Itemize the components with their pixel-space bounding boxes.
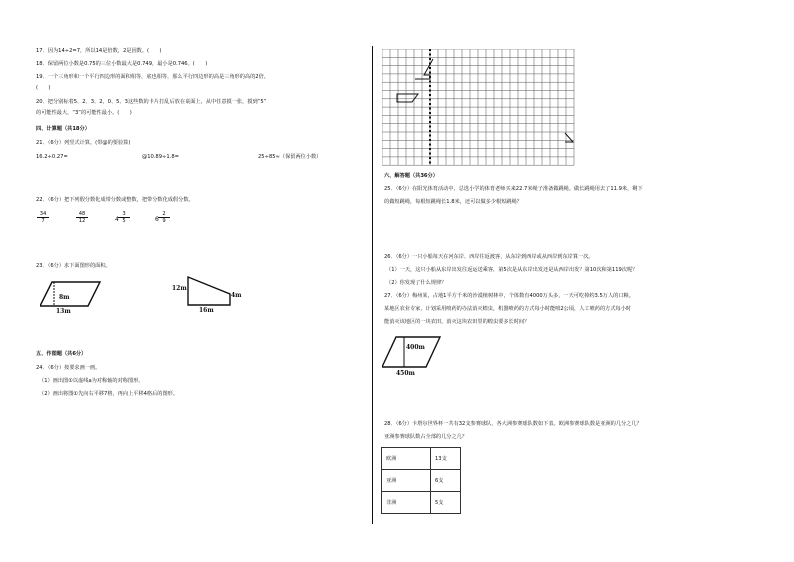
mixed-1-denominator: 5: [122, 218, 126, 224]
question-24-part-1: （1）画出图①以虚线a为对称轴的对称图形。: [39, 378, 144, 384]
question-19: 19．一个三角形和一个平行四边形的面积相等，底也相等，那么平行四边形的高是三角形的高的2倍。: [36, 74, 269, 80]
question-27-cont-1: 某地区农业专家，计划采用喷药的办法消灭蝗虫，机器喷药的方式每小时能喷2公顷，人工喷药的方式每小时: [384, 306, 632, 312]
table-cell-region: 欧洲: [382, 448, 431, 470]
section-5-heading: 五、作图题（共6分）: [36, 351, 87, 357]
fraction-1-numerator: 34: [37, 211, 49, 218]
parallelogram-base-label: 13m: [56, 308, 71, 315]
mixed-2-fraction: [158, 211, 170, 224]
question-26-part-1: （1）一天，这只小船从东岸出发往返运送乘客，第5次是从东岸出发还是从西岸出发？第10次和第119次呢？: [386, 267, 638, 273]
mixed-2-denominator: 9: [162, 218, 166, 224]
question-25: 25．（6分）在阳光体育活动中，总选小学的体育老师买来22.7米绳子准备做跳绳。做长跳绳用去了11.9米，剩下: [384, 186, 643, 192]
calc-2: @10.89÷1.8=: [142, 154, 179, 160]
trapezoid-outline: [188, 277, 230, 305]
calc-3: 25÷85≈（保留两位小数）: [258, 154, 322, 160]
question-20: 20．把分别标着5、2、3、2、0、5、3这些数的卡片打乱后放在桌面上，从中任意摸一张，摸到“5”: [36, 99, 267, 105]
question-24-part-2: （2）画出将图①先向右平移7格，再向上平移4格后的图形。: [39, 391, 179, 397]
fraction-2-numerator: 48: [76, 211, 88, 218]
mixed-2-numerator: 2: [158, 211, 170, 218]
grid-lines: [382, 49, 574, 165]
question-23: 23．（6分）求下面图形的面积。: [36, 263, 111, 269]
field-outline: [382, 337, 440, 367]
fraction-2-denominator: 12: [78, 218, 86, 224]
question-27: 27．（6分）梅州某，占地1平方千米的沙漠植树林中，个体数有4000万头多，一天可吃掉约3.5万人的口粮。: [384, 293, 634, 299]
question-20-cont: 的可能性最大，“3”的可能性最小。( ): [36, 110, 132, 116]
question-27-cont-2: 能消灭该地区的一块农田，消灭这块农田里的蝗虫要多长时间？: [384, 319, 530, 325]
table-cell-region: 亚洲: [382, 470, 431, 492]
mixed-1-numerator: 3: [118, 211, 130, 218]
parallelogram-outline: [40, 282, 100, 306]
figure-1-lower: [397, 94, 418, 102]
question-18: 18．保留两位小数是0.75的三位小数最大是0.749，最小是0.746。( ): [36, 61, 208, 67]
field-base-label: 450m: [396, 370, 415, 377]
section-4-heading: 四、计算题（共18分）: [36, 126, 90, 132]
table-row: [382, 470, 461, 492]
question-25-cont: 的做短跳绳，每根短跳绳长1.8米，还可以做多少根短跳绳？: [384, 199, 522, 205]
question-24: 24．（6分）按要求画一画。: [36, 365, 101, 371]
question-26-part-2: （2）你发现了什么规律？: [386, 280, 447, 286]
column-divider: [372, 46, 373, 524]
fraction-1-denominator: 7: [41, 218, 45, 224]
calc-1: 16.2÷0.27=: [36, 154, 68, 160]
trapezoid-right-label: 4m: [231, 292, 242, 299]
question-19-paren: ( ): [36, 85, 51, 91]
table-cell-count: 5支: [431, 492, 461, 514]
question-28-cont: 亚洲参赛球队数占全部的几分之几？: [384, 434, 468, 440]
mixed-1-fraction: [118, 211, 130, 224]
question-17: 17．因为14÷2=7，所以14是倍数，2是因数。( ): [36, 48, 162, 54]
question-28: 28．（6分）卡塔尔世界杯一共有32支参赛球队，各大洲参赛球队数如下表。欧洲参赛球队数是亚洲的几分之几？: [384, 421, 642, 427]
fraction-1: [37, 211, 49, 224]
fraction-2: [76, 211, 88, 224]
table-row: [382, 448, 461, 470]
team-table: [381, 447, 461, 514]
table-cell-count: 13支: [431, 448, 461, 470]
table-row: [382, 492, 461, 514]
mixed-2-whole: 6: [155, 216, 159, 223]
parallelogram-shape: [40, 278, 110, 318]
mixed-1-whole: 4: [115, 216, 119, 223]
trapezoid-shape: [186, 274, 234, 308]
question-26: 26．（6分）一只小船每天在河东岸、西岸往返渡客，从东岸到西岸或从西岸到东岸算一次。: [384, 254, 594, 260]
field-height-label: 400m: [406, 344, 425, 351]
drawing-grid: [382, 49, 582, 169]
trapezoid-base-label: 16m: [199, 307, 214, 314]
question-22: 22．（6分）把下列假分数化成带分数或整数，把带分数化成假分数。: [36, 197, 194, 203]
question-21: 21．（6分）列竖式计算。(带@的要验算): [36, 140, 131, 146]
parallelogram-height-label: 8m: [59, 294, 70, 301]
trapezoid-left-label: 12m: [172, 285, 187, 292]
section-6-heading: 六、解答题（共36分）: [384, 173, 438, 179]
table-cell-count: 6支: [431, 470, 461, 492]
field-parallelogram: [382, 333, 442, 373]
table-cell-region: 非洲: [382, 492, 431, 514]
